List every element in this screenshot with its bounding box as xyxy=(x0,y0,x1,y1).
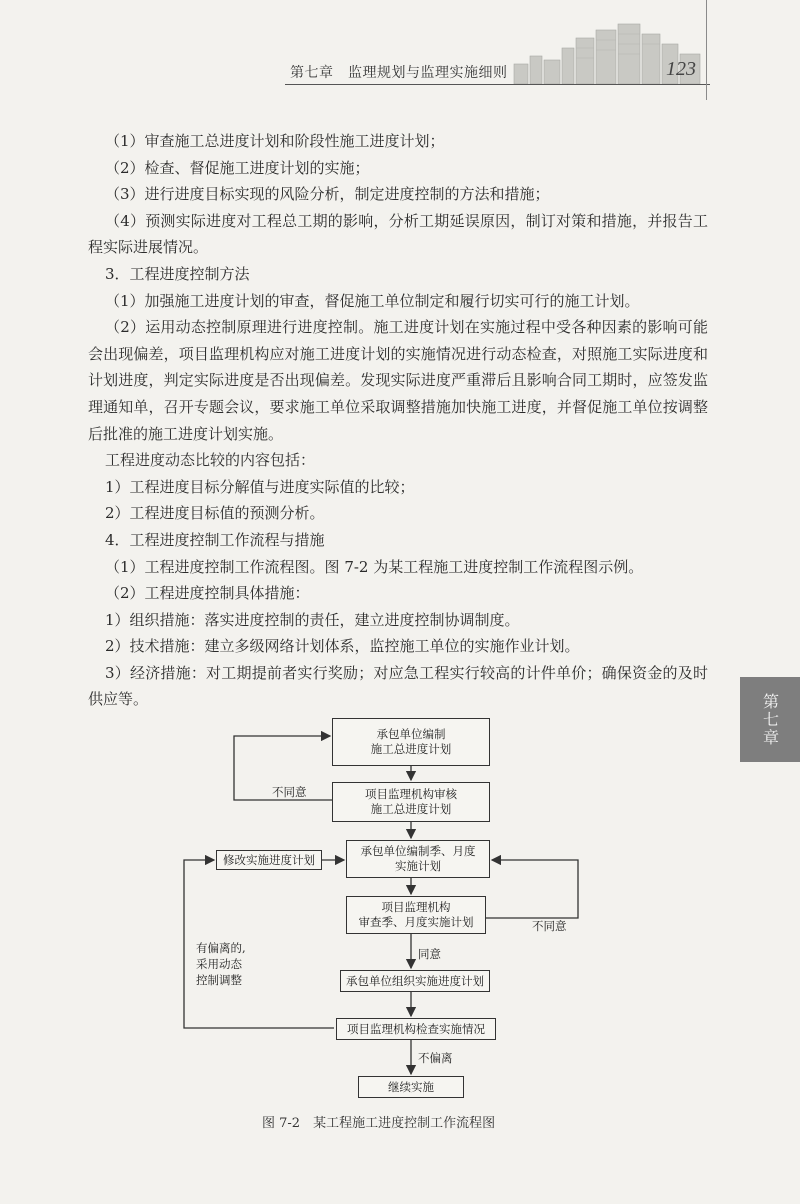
flow-box-inspect-implementation xyxy=(336,1018,496,1040)
label-disagree-right: 不同意 xyxy=(532,919,567,933)
flow-box-modify-plan xyxy=(216,850,322,870)
flow-box-text: 项目监理机构检查实施情况 xyxy=(347,1021,485,1036)
flow-box-supervisor-review-plan xyxy=(346,896,486,934)
flow-box-text: 承包单位编制 xyxy=(376,727,446,741)
page-number: 123 xyxy=(666,58,696,80)
flow-box-continue xyxy=(358,1076,464,1098)
paragraph: （4）预测实际进度对工程总工期的影响，分析工期延误原因，制订对策和措施，并报告工程实际进展情况。 xyxy=(88,211,708,257)
paragraph: 2）工程进度目标值的预测分析。 xyxy=(105,504,325,523)
paragraph: 1）组织措施：落实进度控制的责任，建立进度控制协调制度。 xyxy=(105,610,520,629)
flow-box-text: 修改实施进度计划 xyxy=(223,852,315,867)
paragraph: （1）加强施工进度计划的审查，督促施工单位制定和履行切实可行的施工计划。 xyxy=(105,291,640,310)
section-heading: 3．工程进度控制方法 xyxy=(105,264,250,283)
body-text xyxy=(88,128,708,713)
chapter-side-tab xyxy=(740,677,800,762)
label-deviation-line: 有偏离的, xyxy=(196,941,246,955)
flow-box-text: 施工总进度计划 xyxy=(370,802,452,816)
flow-box-text: 项目监理机构审核 xyxy=(365,787,457,801)
flow-box-implement-plan xyxy=(340,970,490,992)
paragraph: （1）审查施工总进度计划和阶段性施工进度计划； xyxy=(105,132,445,150)
label-deviation xyxy=(196,940,246,988)
figure-caption: 图 7-2 某工程施工进度控制工作流程图 xyxy=(262,1116,496,1131)
chapter-running-head: 第七章 监理规划与监理实施细则 xyxy=(290,65,508,81)
section-heading: 4．工程进度控制工作流程与措施 xyxy=(105,530,325,549)
flow-box-contractor-master-schedule xyxy=(332,718,490,766)
chapter-side-tab-label: 第七章 xyxy=(760,692,780,747)
page-header xyxy=(0,0,800,100)
label-agree: 同意 xyxy=(418,947,441,961)
flow-box-text: 施工总进度计划 xyxy=(370,742,452,756)
label-disagree-top: 不同意 xyxy=(272,785,307,799)
header-divider xyxy=(285,84,710,85)
paragraph: 2）技术措施：建立多级网络计划体系，监控施工单位的实施作业计划。 xyxy=(105,637,580,656)
paragraph: （2）检查、督促施工进度计划的实施； xyxy=(105,158,370,177)
flow-box-text: 项目监理机构 xyxy=(381,900,451,914)
paragraph: （3）进行进度目标实现的风险分析，制定进度控制的方法和措施； xyxy=(105,185,550,204)
paragraph: （2）工程进度控制具体措施： xyxy=(105,584,310,603)
flowchart-figure xyxy=(170,718,610,1113)
flow-box-text: 审查季、月度实施计划 xyxy=(358,915,474,929)
paragraph: （2）运用动态控制原理进行进度控制。施工进度计划在实施过程中受各种因素的影响可能会出现偏差，项目监理机构应对施工进度计划的实施情况进行动态检查，对照施工实际进度和计划进度，判定实际进度是否出现偏差。发现实际进度严重滞后且影响合同工期时，应签发监理通知单，召开专题会议，要求施工单位采取调整措施加快施工进度，并督促施工单位按调整后批准的施工进度计划实施。 xyxy=(88,318,708,443)
paragraph: 3）经济措施：对工期提前者实行奖励；对应急工程实行较高的计件单价；确保资金的及时供应等。 xyxy=(88,663,708,709)
label-deviation-line: 采用动态 xyxy=(196,957,242,971)
margin-line xyxy=(706,0,707,100)
flow-box-quarterly-monthly-plan xyxy=(346,840,490,878)
flow-box-supervisor-review xyxy=(332,782,490,822)
label-no-deviation: 不偏离 xyxy=(418,1051,453,1065)
paragraph: 工程进度动态比较的内容包括： xyxy=(105,451,316,470)
label-deviation-line: 控制调整 xyxy=(196,973,242,987)
paragraph: （1）工程进度控制工作流程图。图 7-2 为某工程施工进度控制工作流程图示例。 xyxy=(105,557,644,576)
flow-box-text: 继续实施 xyxy=(388,1079,434,1094)
flow-box-text: 实施计划 xyxy=(395,859,441,873)
flow-box-text: 承包单位组织实施进度计划 xyxy=(346,973,484,988)
flow-box-text: 承包单位编制季、月度 xyxy=(360,844,476,858)
paragraph: 1）工程进度目标分解值与进度实际值的比较； xyxy=(105,477,415,496)
